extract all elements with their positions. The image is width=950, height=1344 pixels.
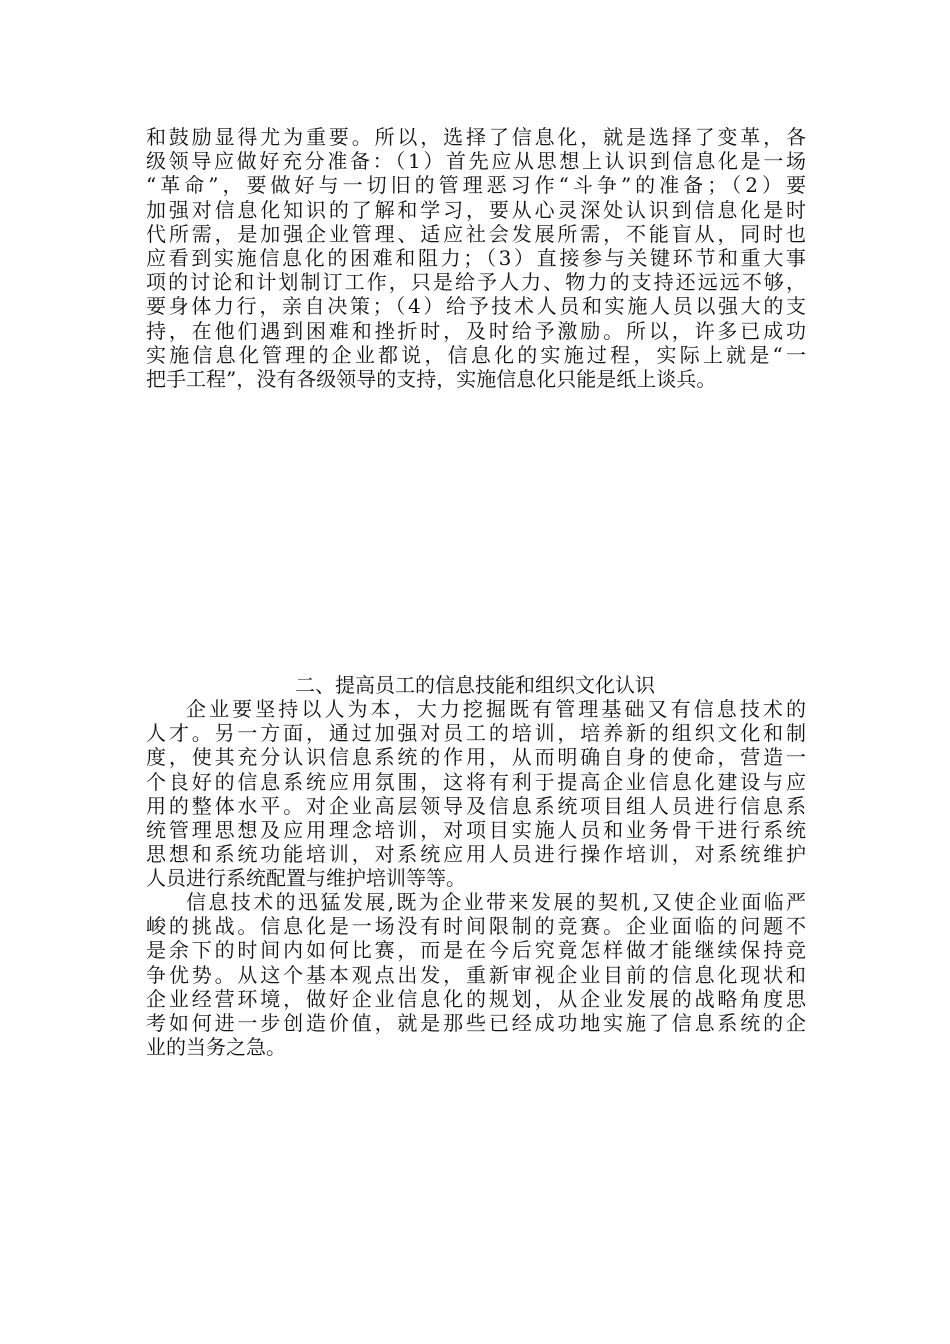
paragraph-line: 和鼓励显得尤为重要。所以，选择了信息化，就是选择了变革，各 [146,125,806,149]
paragraph-line: 度，使其充分认识信息系统的作用，从而明确自身的使命，营造一 [146,745,806,770]
paragraph-line: 企业要坚持以人为本，大力挖掘既有管理基础又有信息技术的 [186,697,806,721]
paragraph-line: 考如何进一步创造价值，就是那些已经成功地实施了信息系统的企 [146,1010,806,1035]
paragraph-line: 峻的挑战。信息化是一场没有时间限制的竞赛。企业面临的问题不 [146,914,806,939]
paragraph-line: 人员进行系统配置与维护培训等等。 [146,866,466,891]
paragraph-line: 人才。另一方面，通过加强对员工的培训，培养新的组织文化和制 [146,721,806,746]
paragraph-line: 项的讨论和计划制订工作，只是给予人力、物力的支持还远远不够， [146,270,806,295]
paragraph-line: 争优势。从这个基本观点出发，重新审视企业目前的信息化现状和 [146,962,806,987]
paragraph-line: 持，在他们遇到困难和挫折时，及时给予激励。所以，许多已成功 [146,318,806,343]
paragraph-line: 把手工程”，没有各级领导的支持，实施信息化只能是纸上谈兵。 [146,366,717,391]
paragraph-line: 个良好的信息系统应用氛围，这将有利于提高企业信息化建设与应 [146,769,806,794]
paragraph-line: 要身体力行，亲自决策；（4）给予技术人员和实施人员以强大的支 [146,294,806,319]
paragraph-line: 加强对信息化知识的了解和学习，要从心灵深处认识到信息化是时 [146,197,806,222]
paragraph-line: 统管理思想及应用理念培训，对项目实施人员和业务骨干进行系统 [146,817,806,842]
paragraph-line: 企业经营环境，做好企业信息化的规划，从企业发展的战略角度思 [146,986,806,1011]
paragraph-line: 是余下的时间内如何比赛，而是在今后究竟怎样做才能继续保持竞 [146,938,806,963]
paragraph-line: 用的整体水平。对企业高层领导及信息系统项目组人员进行信息系 [146,793,806,818]
paragraph-line: 信息技术的迅猛发展,既为企业带来发展的契机,又使企业面临严 [186,890,806,914]
paragraph-line: “革命”，要做好与一切旧的管理恶习作“斗争”的准备；（2）要 [146,173,806,198]
paragraph-line: 实施信息化管理的企业都说，信息化的实施过程，实际上就是“一 [146,342,806,367]
paragraph-line: 思想和系统功能培训，对系统应用人员进行操作培训，对系统维护 [146,842,806,867]
paragraph-competitive-advantage [146,890,806,1059]
paragraph-line: 代所需，是加强企业管理、适应社会发展所需，不能盲从，同时也 [146,221,806,246]
paragraph-line: 应看到实施信息化的困难和阻力；（3）直接参与关键环节和重大事 [146,245,806,270]
paragraph-line: 业的当务之急。 [146,1035,286,1060]
paragraph-line: 级领导应做好充分准备：（1）首先应从思想上认识到信息化是一场 [146,149,806,174]
paragraph-leadership-support [146,125,806,391]
section-heading: 二、提高员工的信息技能和组织文化认识 [295,673,655,697]
paragraph-employee-training [146,697,806,891]
